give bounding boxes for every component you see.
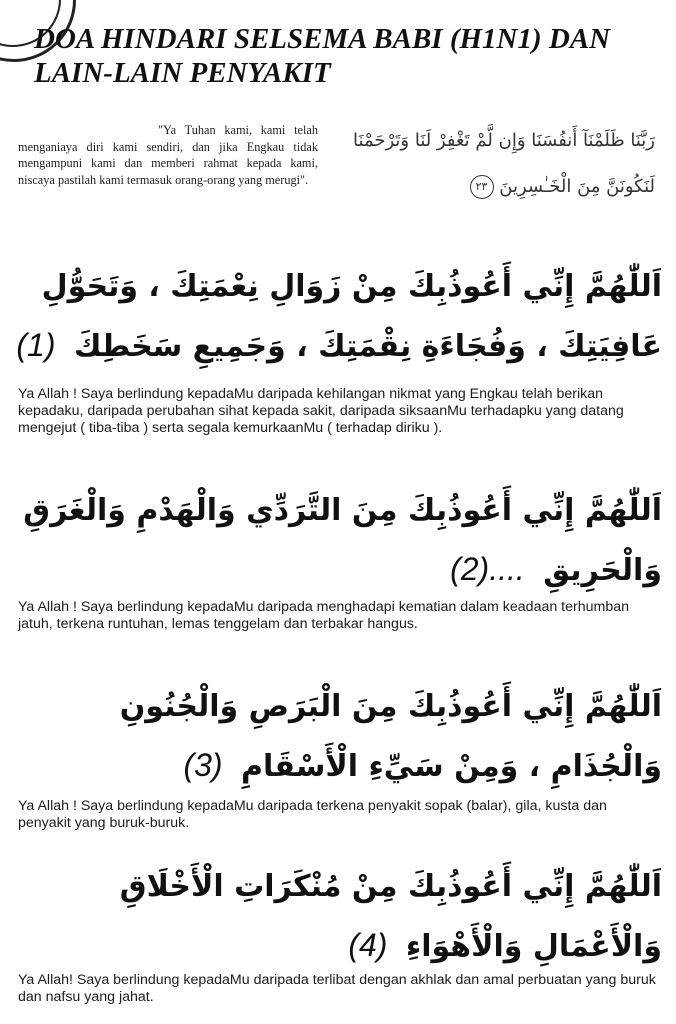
dua-4-translation: Ya Allah! Saya berlindung kepadaMu daripada terlibat dengan akhlak dan amal perbuatan yang buruk dan nafsu yang jahat. [18,972,656,1005]
quote-arabic-line-1: رَبَّنَا ظَلَمْنَآ أَنفُسَنَا وَإِن لَّمْ تَغْفِرْ لَنَا وَتَرْحَمْنَا [353,130,655,151]
dua-2-arabic [14,482,662,600]
dua-4-number: (4) [348,927,388,963]
quote-arabic-line-2-text: لَنَكُونَنَّ مِنَ الْخَـٰسِرِينَ [499,176,655,197]
dua-3-number: (3) [183,747,223,783]
title-line-2: LAIN-LAIN PENYAKIT [34,57,331,89]
dua-4-arabic-text: اَللّٰهُمَّ إِنِّي أَعُوذُبِكَ مِنْ مُنْكَرَاتِ الْأَخْلَاقِ وَالْأَعْمَالِ وَالْأَهْوَاءِ [119,869,662,964]
quote-arabic-line-2 [340,164,655,210]
quote-translation: "Ya Tuhan kami, kami telah menganiaya diri kami sendiri, dan jika Engkau tidak mengampuni kami dan memberi rahmat kepada kami, niscaya pastilah kami termasuk orang-orang yang merugi". [18,123,318,187]
dua-3-arabic-text: اَللّٰهُمَّ إِنِّي أَعُوذُبِكَ مِنَ الْبَرَصِ وَالْجُنُونِ وَالْجُذَامِ ، وَمِنْ سَيِّءِ الْأَسْقَامِ [119,689,662,784]
dua-2-arabic-text: اَللّٰهُمَّ إِنِّي أَعُوذُبِكَ مِنَ التَّرَدِّي وَالْهَدْمِ وَالْغَرَقِ وَالْحَرِيقِ [23,493,662,588]
dua-1-translation: Ya Allah ! Saya berlindung kepadaMu daripada kehilangan nikmat yang Engkau telah berikan kepadaku, daripada perubahan sihat kepada sakit, daripada siksaanMu terhadapku yang datang mengejut ( tiba-tiba ) serta segala kemurkaanMu ( terhadap diriku ). [18,386,624,436]
dua-2-number: (2).... [450,551,525,587]
dua-1-arabic-text: اَللّٰهُمَّ إِنِّي أَعُوذُبِكَ مِنْ زَوَالِ نِعْمَتِكَ ، وَتَحَوُّلِ عَافِيَتِكَ ، وَفُجَاءَةِ نِقْمَتِكَ ، وَجَمِيعِ سَخَطِكَ [41,269,662,364]
dua-1-number: (1) [16,327,56,363]
dua-3-translation: Ya Allah ! Saya berlindung kepadaMu daripada terkena penyakit sopak (balar), gila, kusta dan penyakit yang buruk-buruk. [18,798,607,831]
ayah-number-marker: ٢٣ [470,175,494,199]
page-title [34,22,664,90]
dua-4-arabic [14,858,662,976]
dua-1-arabic [14,258,662,376]
dua-3-arabic [14,678,662,796]
dua-2-translation: Ya Allah ! Saya berlindung kepadaMu daripada menghadapi kematian dalam keadaan terhumban jatuh, terkena runtuhan, lemas tenggelam dan terbakar hangus. [18,599,630,632]
title-line-1: DOA HINDARI SELSEMA BABI (H1N1) DAN [34,23,611,55]
quote-arabic-verse [340,118,655,210]
